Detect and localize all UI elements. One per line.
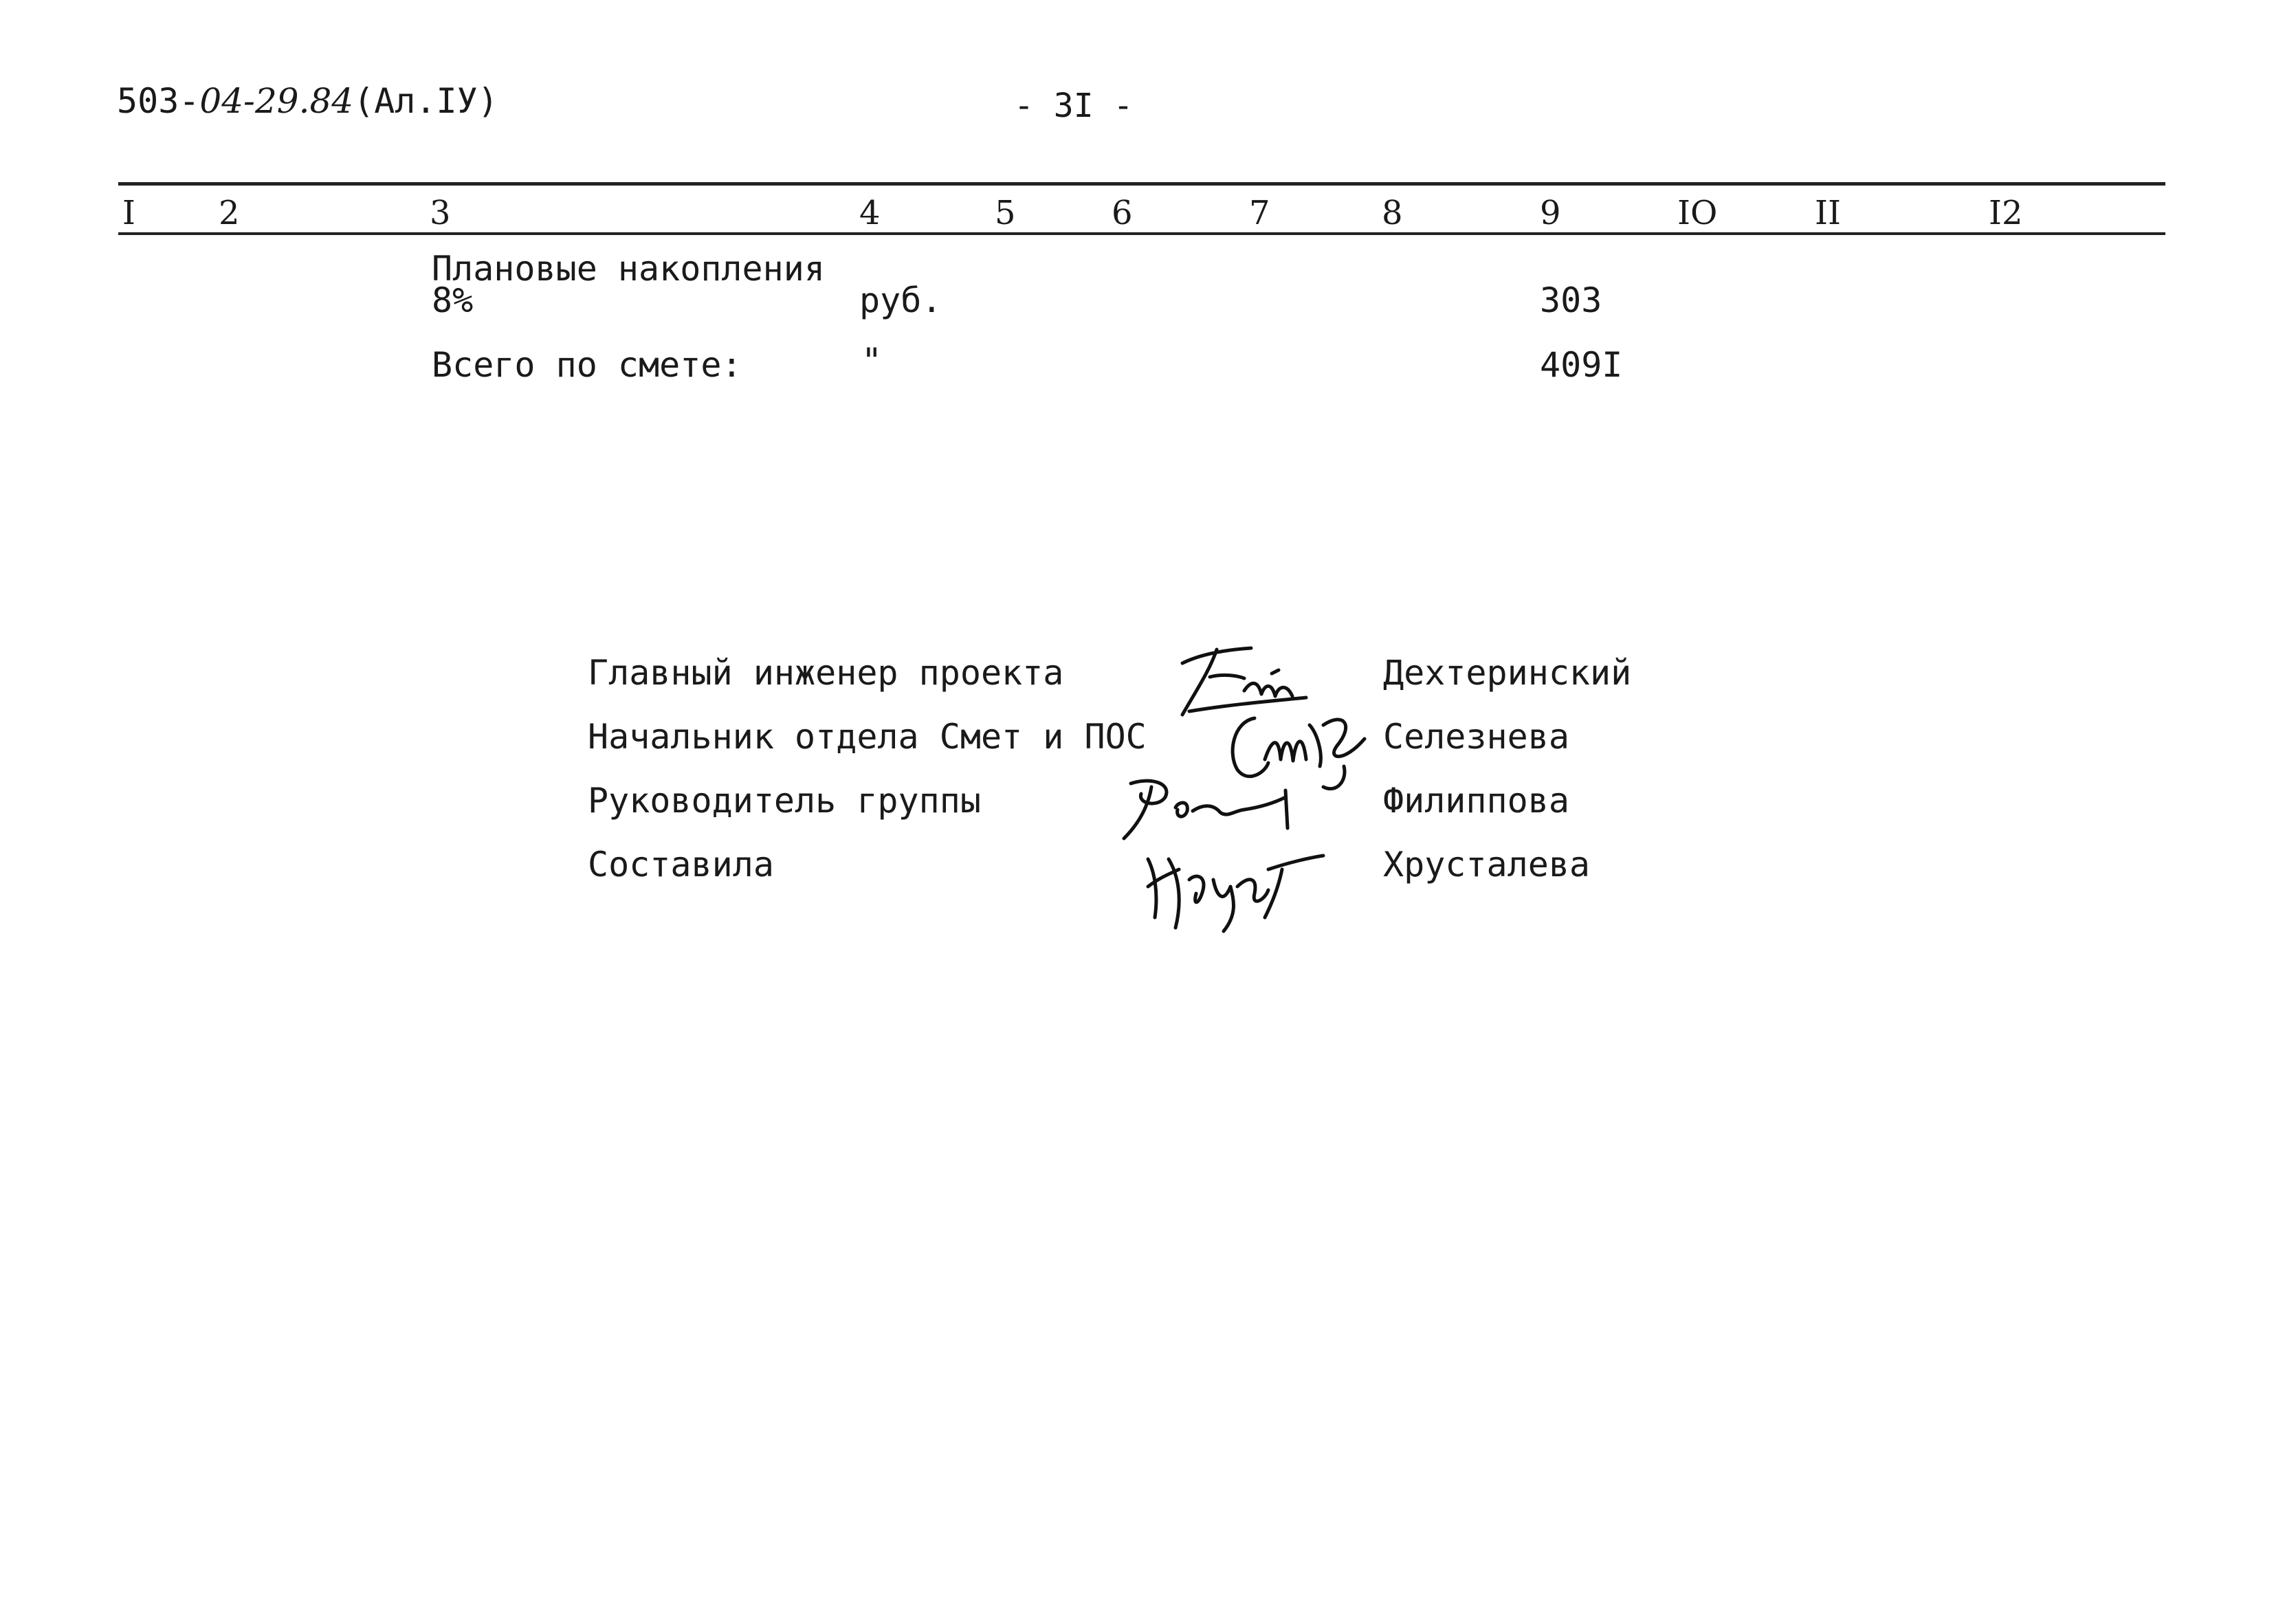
table-top-rule	[118, 182, 2165, 186]
signatory-title-4: Составила	[588, 845, 774, 885]
document-code-suffix: (Ал.IУ)	[353, 81, 498, 121]
handwritten-signature-3	[1110, 770, 1310, 845]
column-number-8: 8	[1382, 194, 1403, 232]
row-2-unit: "	[861, 341, 883, 381]
row-1-name-line-1: Плановые накопления	[432, 249, 825, 289]
column-number-1: I	[122, 194, 135, 232]
column-number-4: 4	[859, 194, 881, 232]
column-number-3: 3	[430, 194, 451, 232]
signatory-name-2: Селезнева	[1383, 717, 1569, 757]
column-number-7: 7	[1249, 194, 1270, 232]
page-number: - 3I -	[1014, 87, 1134, 125]
signatory-title-3: Руководитель группы	[588, 781, 981, 821]
row-2-name: Всего по смете:	[432, 345, 742, 385]
row-1-value: 303	[1540, 280, 1602, 320]
document-code	[117, 81, 498, 121]
row-1-unit: руб.	[859, 280, 942, 320]
row-2-value: 409I	[1540, 345, 1623, 385]
column-number-9: 9	[1540, 194, 1561, 232]
column-number-5: 5	[995, 194, 1016, 232]
signatory-name-1: Дехтеринский	[1383, 653, 1632, 693]
document-code-handwritten: 04-29.84	[199, 81, 354, 121]
column-number-6: 6	[1112, 194, 1133, 232]
signatory-title-2: Начальник отдела Смет и ПОС	[588, 717, 1147, 757]
signatory-name-4: Хрусталева	[1383, 845, 1591, 885]
row-1-name-line-2: 8%	[432, 280, 474, 320]
signatory-name-3: Филиппова	[1383, 781, 1569, 821]
column-number-12: I2	[1989, 194, 2023, 232]
table-header-rule	[118, 232, 2165, 235]
column-number-10: IO	[1677, 194, 1718, 232]
signatory-title-1: Главный инженер проекта	[588, 653, 1064, 693]
column-number-2: 2	[219, 194, 240, 232]
document-code-prefix: 503-	[117, 81, 200, 121]
handwritten-signature-4	[1127, 838, 1327, 935]
column-number-11: II	[1815, 194, 1841, 232]
